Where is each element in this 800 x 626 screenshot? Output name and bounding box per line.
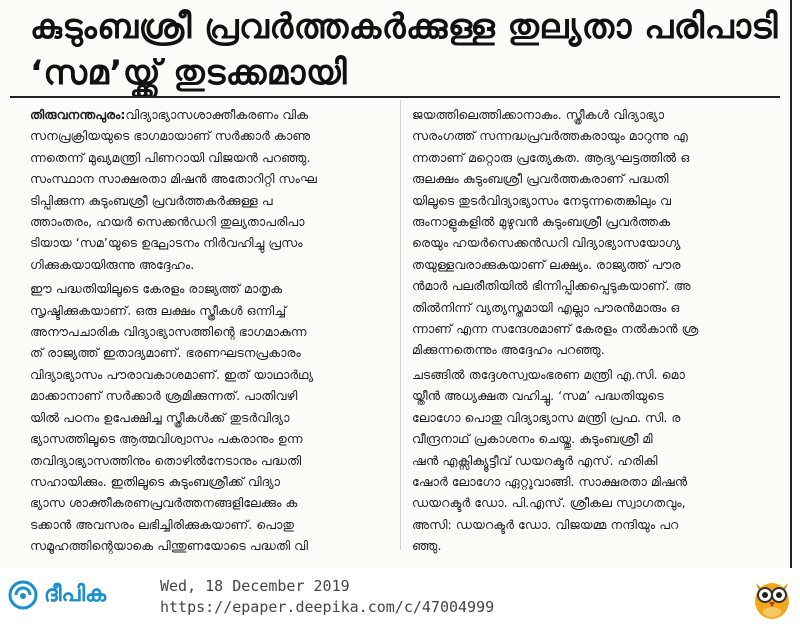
article-paragraph: ഈ പദ്ധതിയിലൂടെ കേരളം രാജ്യത്ത് മാതൃക സൃഷ്ടിക്കുകയാണ്. ഒരു ലക്ഷം സ്ത്രീകൾ ഒന്നിച്ച് അനൗപചാരിക വിദ്യാഭ്യാസത്തിന്റെ ഭാഗമാകുന്ന ത് രാജ്യത്ത് ഇതാദ്യമാണ്. ഭരണഘടനപ്രകാരം വിദ്യാഭ്യാസം പൗരാവകാശമാണ്. ഇത് യാഥാർഥ്യ മാക്കാനാണ് സർക്കാർ ശ്രമിക്കുന്നത്. പാതിവഴി യിൽ പഠനം ഉപേക്ഷിച്ച സ്ത്രീകൾക്ക് തുടർവിദ്യാ ഭ്യാസത്തിലൂടെ ആത്മവിശ്വാസം പകരാനും ഉന്ന തവിദ്യാഭ്യാസത്തിനും തൊഴിൽനേടാനും പദ്ധതി സഹായിക്കും. ഇതിലൂടെ കുടുംബശ്രീക്ക് വിദ്യാ ഭ്യാസ ശാക്തീകരണപ്രവർത്തനങ്ങളിലേക്കും ക ടക്കാൻ അവസരം ലഭിച്ചിരിക്കുകയാണ്. പൊതു സമൂഹത്തിന്റെയാകെ പിന്തുണയോടെ പദ്ധതി വി [30, 281, 314, 554]
article-column-left [30, 104, 390, 557]
headline-rule [10, 96, 780, 98]
epaper-link[interactable]: https://epaper.deepika.com/c/47004999 [160, 598, 495, 616]
paragraph-text: വിദ്യാഭ്യാസശാക്തീകരണം വിക സനപ്രക്രിയയുടെ ഭാഗമായാണ് സർക്കാർ കാണു ന്നതെന്ന് മുഖ്യമന്ത്രി പിണറായി വിജയൻ പറഞ്ഞു. സംസ്ഥാന സാക്ഷരതാ മിഷൻ അതോറിറ്റി സംഘ ടിപ്പിക്കുന്ന കുടുംബശ്രീ പ്രവർത്തകർക്കുള്ള പ ത്താംതരം, ഹയർ സെക്കൻഡറി തുല്യതാപരിപാ ടിയായ ‘സമ’യുടെ ഉദ്ഘാടനം നിർവഹിച്ചു പ്രസം ഗിക്കുകയായിരുന്നു അദ്ദേഹം. [30, 107, 317, 272]
brand-name: ദീപിക [44, 582, 107, 607]
headline [30, 4, 778, 96]
article-paragraph: ജയത്തിലെത്തിക്കാനാകും. സ്ത്രീകൾ വിദ്യാഭ്യാ സരംഗത്ത് സന്നദ്ധപ്രവർത്തകരായും മാറുന്നു എ ന്നതാണ് മറ്റൊരു പ്രത്യേകത. ആദ്യഘട്ടത്തിൽ ഒ രുലക്ഷം കുടുംബശ്രീ പ്രവർത്തകരാണ് പദ്ധതി യിലൂടെ തുടർവിദ്യാഭ്യാസം നേടുന്നതെങ്കിലും വ രുംനാളുകളിൽ മുഴുവൻ കുടുംബശ്രീ പ്രവർത്തക രെയും ഹയർസെക്കൻഡറി വിദ്യാഭ്യാസയോഗ്യ തയുള്ളവരാക്കുകയാണ് ലക്ഷ്യം. രാജ്യത്ത് പൗര ൻമാർ പലരീതിയിൽ ഭിന്നിപ്പിക്കപ്പെടുകയാണ്. അ തിൽനിന്ന് വ്യത്യസ്തമായി എല്ലാ പൗരൻമാരും ഒ ന്നാണ് എന്ന സന്ദേശമാണ് കേരളം നൽകാൻ ശ്ര മിക്കുന്നതെന്നും അദ്ദേഹം പറഞ്ഞു. [412, 107, 699, 358]
owl-mascot-icon [752, 573, 792, 621]
headline-line-2: ‘സമ’യ്ക്ക് തുടക്കമായി [30, 53, 348, 93]
epaper-footer [0, 568, 800, 626]
dateline: തിരുവനന്തപുരം: [30, 107, 126, 122]
article-paragraph [30, 104, 390, 275]
column-divider [400, 100, 401, 550]
deepika-logo-icon [8, 580, 38, 610]
clipping-edge [790, 0, 792, 568]
article-paragraph: ചടങ്ങിൽ തദ്ദേശസ്വയംഭരണ മന്ത്രി എ.സി. മൊ യ്തീൻ അധ്യക്ഷത വഹിച്ചു. ‘സമ’ പദ്ധതിയുടെ ലോഗോ പൊതു വിദ്യാഭ്യാസ മന്ത്രി പ്രഫ. സി. ര വീന്ദ്രനാഥ് പ്രകാശനം ചെയ്തു. കുടുംബശ്രീ മി ഷൻ എക്സിക്യൂട്ടീവ് ഡയറക്ടർ എസ്. ഹരികി ഷോർ ലോഗോ ഏറ്റുവാങ്ങി. സാക്ഷരതാ മിഷൻ ഡയറക്ടർ ഡോ. പി.എസ്. ശ്രീകല സ്വാഗതവും, അസി: ഡയറക്ടർ ഡോ. വിജയമ്മ നന്ദിയും പറ ഞ്ഞു. [412, 366, 688, 554]
headline-line-1: കുടുംബശ്രീ പ്രവർത്തകർക്കുള്ള തുല്യതാ പരിപാടി [30, 7, 778, 47]
article-column-right [412, 104, 772, 557]
publish-date: Wed, 18 December 2019 [160, 577, 350, 595]
